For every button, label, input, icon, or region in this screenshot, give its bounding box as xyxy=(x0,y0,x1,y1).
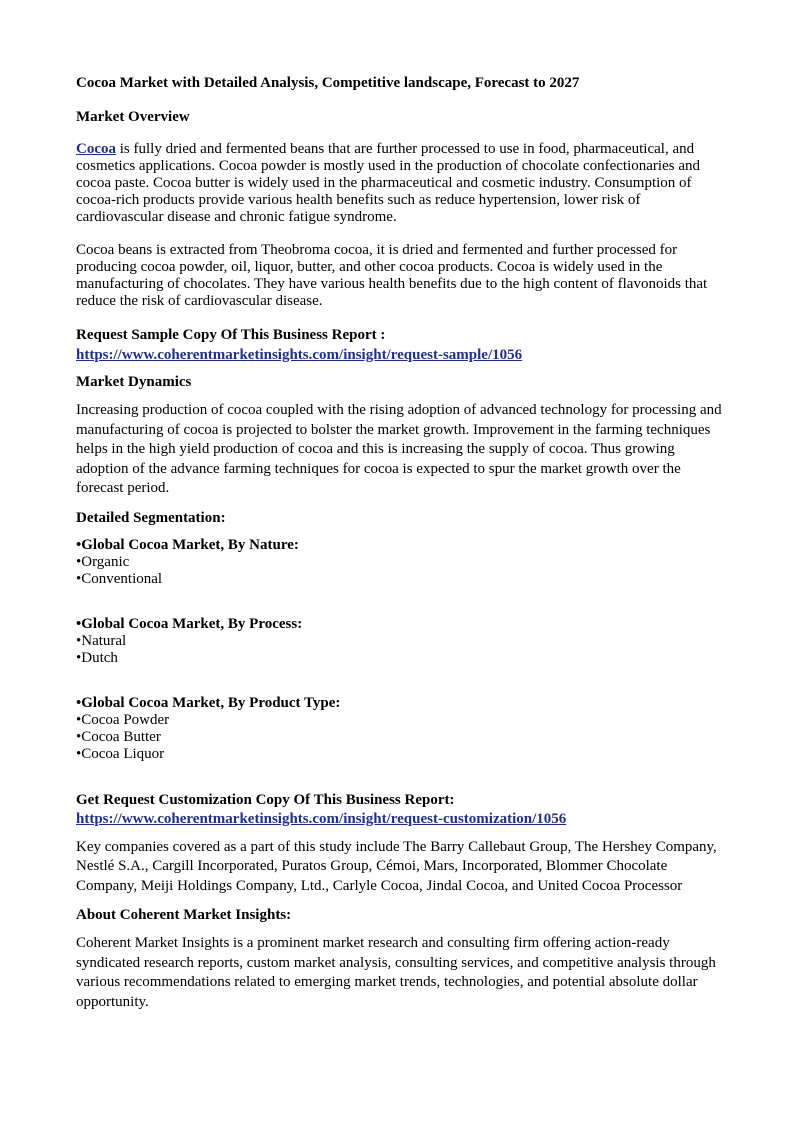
document-page xyxy=(76,73,724,1022)
segment-item: •Cocoa Liquor xyxy=(76,745,165,762)
customization-request-link[interactable]: https://www.coherentmarketinsights.com/insight/request-customization/1056 xyxy=(76,811,567,827)
overview-paragraph-1-text: is fully dried and fermented beans that are further processed to use in food, pharmaceutical, and cosmetics applications. Cocoa powder is mostly used in the production of chocolate confectionaries and cocoa paste. Cocoa butter is widely used in the pharmaceutical and cosmetic industry. Consumption of cocoa-rich products provide various health benefits such as reduce hypertension, lower risk of cardiovascular disease and chronic fatigue syndrome. xyxy=(76,141,700,225)
segment-group-product-type xyxy=(76,695,724,763)
segment-item: •Organic xyxy=(76,553,130,570)
sample-request-block xyxy=(76,326,724,365)
cocoa-link[interactable]: Cocoa xyxy=(76,141,116,157)
segment-group-title: •Global Cocoa Market, By Product Type: xyxy=(76,694,341,711)
about-heading: About Coherent Market Insights: xyxy=(76,907,292,923)
segment-group-title: •Global Cocoa Market, By Nature: xyxy=(76,536,299,553)
market-dynamics-heading: Market Dynamics xyxy=(76,374,192,390)
about-paragraph: Coherent Market Insights is a prominent market research and consulting firm offering action-ready syndicated research reports, custom market analysis, consulting services, and competitive analysis through various recommendations related to emerging market trends, technologies, and potential absolute dollar opportunity. xyxy=(76,935,716,1010)
segment-item: •Cocoa Butter xyxy=(76,728,161,745)
key-companies-paragraph: Key companies covered as a part of this study include The Barry Callebaut Group, The Hershey Company, Nestlé S.A., Cargill Incorporated, Puratos Group, Cémoi, Mars, Incorporated, Blommer Chocolate Company, Meiji Holdings Company, Ltd., Carlyle Cocoa, Jindal Cocoa, and United Cocoa Processor xyxy=(76,838,717,894)
segmentation-heading: Detailed Segmentation: xyxy=(76,509,226,526)
segment-group-nature xyxy=(76,537,724,588)
segment-item: •Cocoa Powder xyxy=(76,711,170,728)
market-dynamics-paragraph: Increasing production of cocoa coupled with the rising adoption of advanced technology for processing and manufacturing of cocoa is projected to bolster the market growth. Improvement in the farming techniques helps in the high yield production of cocoa and this is increasing the supply of cocoa. Thus growing adoption of the advance farming techniques for cocoa is expected to spur the market growth over the forecast period. xyxy=(76,402,722,496)
customization-request-block xyxy=(76,791,724,830)
overview-paragraph-1 xyxy=(76,141,724,226)
segment-item: •Natural xyxy=(76,632,127,649)
segment-item: •Conventional xyxy=(76,570,163,587)
segment-group-process xyxy=(76,616,724,667)
customization-request-label: Get Request Customization Copy Of This Business Report: xyxy=(76,791,455,808)
market-overview-heading: Market Overview xyxy=(76,109,190,125)
document-title: Cocoa Market with Detailed Analysis, Competitive landscape, Forecast to 2027 xyxy=(76,75,580,91)
sample-request-link[interactable]: https://www.coherentmarketinsights.com/insight/request-sample/1056 xyxy=(76,346,523,363)
overview-paragraph-2: Cocoa beans is extracted from Theobroma cocoa, it is dried and fermented and further processed for producing cocoa powder, oil, liquor, butter, and other cocoa products. Cocoa is widely used in the manufacturing of chocolates. They have various health benefits due to the high content of flavonoids that reduce the risk of cardiovascular disease. xyxy=(76,242,708,309)
segment-group-title: •Global Cocoa Market, By Process: xyxy=(76,615,303,632)
sample-request-label: Request Sample Copy Of This Business Report : xyxy=(76,327,386,343)
segment-item: •Dutch xyxy=(76,649,118,666)
